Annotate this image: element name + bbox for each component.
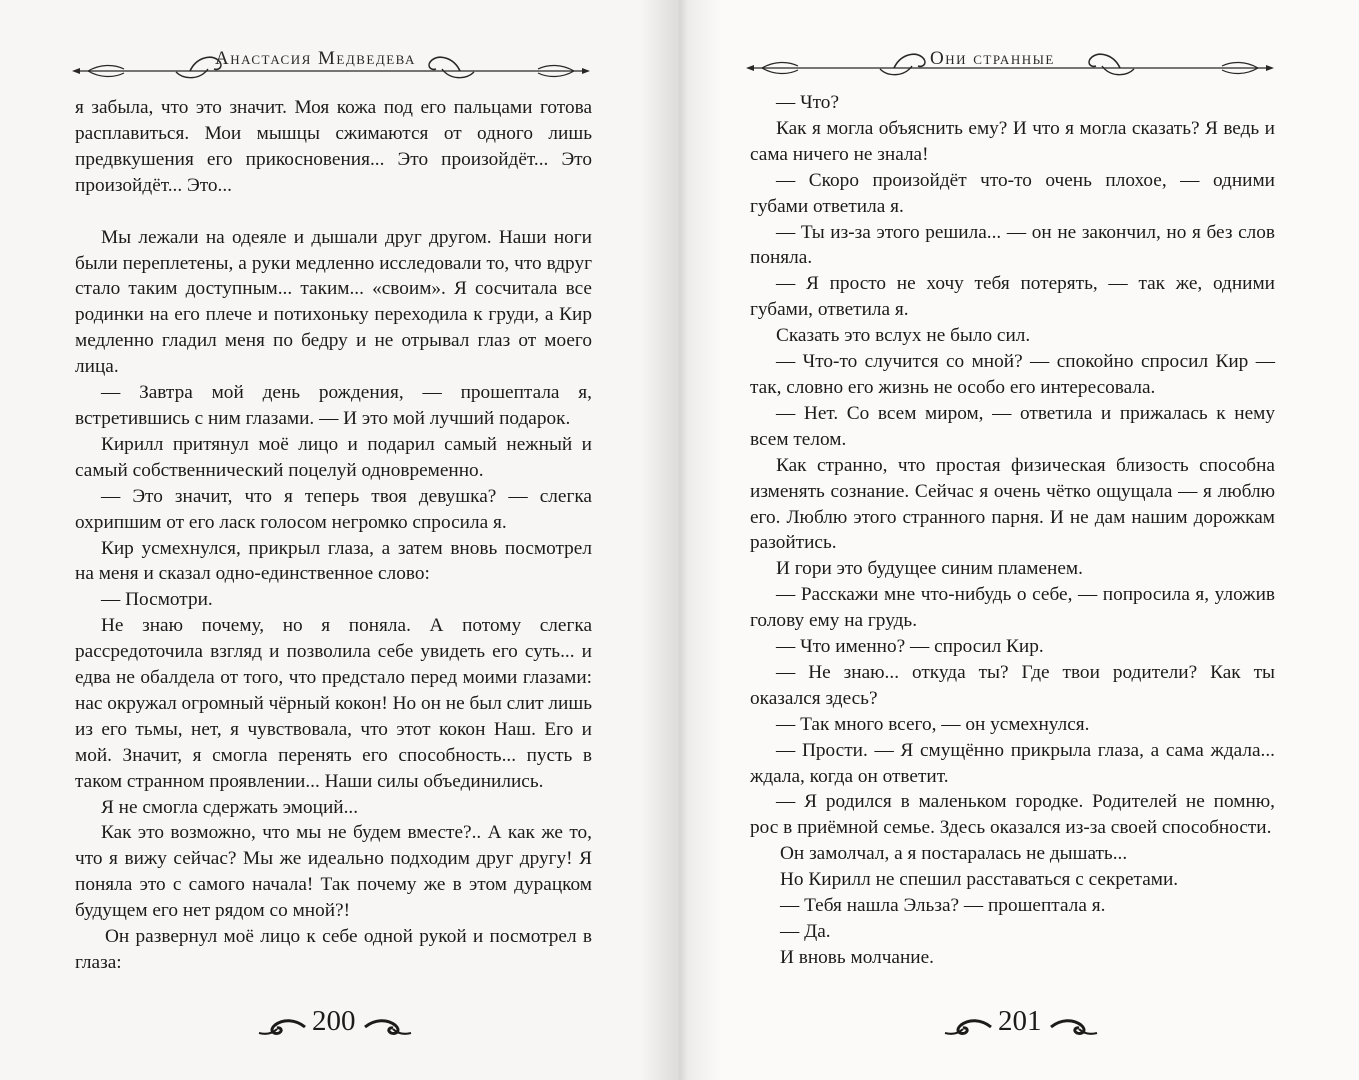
left-page-number: 200 (312, 1005, 356, 1037)
paragraph: Он замолчал, а я постаралась не дышать... (780, 843, 1128, 865)
left-header-title: Анастасия Медведева (215, 48, 416, 69)
folio-ornament-left-icon (941, 1015, 993, 1039)
paragraph: — Тебя нашла Эльза? — прошептала я. (780, 895, 1106, 917)
right-footer (941, 1005, 1101, 1045)
paragraph: — Расскажи мне что-нибудь о себе, — попросила я, уложив голову ему на грудь. (750, 584, 1275, 632)
paragraph: Как это возможно, что мы не будем вместе?.. А как же то, что я вижу сейчас? Мы же идеально подходим друг другу! Я поняла это с самого начала! Так почему же в этом дурацком будущем его нет рядом со мной?! (75, 822, 592, 922)
paragraph: — Что именно? — спросил Кир. (776, 636, 1044, 658)
right-page (676, 0, 1359, 1080)
paragraph: — Да. (780, 921, 831, 942)
paragraph: — Я просто не хочу тебя потерять, — так же, одними губами, ответила я. (750, 273, 1275, 321)
paragraph: И гори это будущее синим пламенем. (776, 558, 1083, 580)
right-body-text (750, 90, 1275, 971)
paragraph: — Скоро произойдёт что-то очень плохое, — одними губами ответила я. (750, 169, 1275, 217)
left-running-header (70, 40, 592, 90)
paragraph: — Это значит, что я теперь твоя девушка? — слегка охрипшим от его ласк голосом негромко спросила я. (75, 485, 592, 533)
paragraph: Сказать это вслух не было сил. (776, 325, 1031, 347)
right-page-number: 201 (998, 1005, 1042, 1037)
paragraph: я забыла, что это значит. Моя кожа под его пальцами готова расплавиться. Мои мышцы сжимаются от одного лишь предвкушения его прикосновения... Это произойдёт... Это произойдёт... Это... (75, 97, 592, 196)
paragraph: — Посмотри. (101, 589, 213, 611)
left-footer (255, 1005, 415, 1045)
paragraph: — Нет. Со всем миром, — ответила и прижалась к нему всем телом. (750, 402, 1275, 450)
paragraph: — Ты из-за этого решила... — он не закончил, но я без слов поняла. (750, 221, 1275, 269)
paragraph: Мы лежали на одеяле и дышали друг другом. Наши ноги были переплетены, а руки медленно исследовали то, что вдруг стало таким доступным... таким... «своим». Я сосчитала все родинки на его плече и потихоньку переходила к груди, а Кир медленно гладил меня по бедру и не отрывал глаз от моего лица. (75, 226, 592, 378)
paragraph: — Так много всего, — он усмехнулся. (776, 713, 1090, 735)
paragraph: Как странно, что простая физическая близость способна изменять сознание. Сейчас я очень чётко ощущала — я люблю его. Люблю этого странного парня. И не дам нашим дорожкам разойтись. (750, 454, 1275, 554)
paragraph: Он развернул моё лицо к себе одной рукой и посмотрел в глаза: (75, 926, 592, 973)
folio-ornament-right-icon (363, 1015, 415, 1039)
paragraph: Я не смогла сдержать эмоций... (101, 796, 359, 818)
paragraph: Кирилл притянул моё лицо и подарил самый нежный и самый собственнический поцелуй одновременно. (75, 433, 592, 481)
folio-ornament-left-icon (255, 1015, 307, 1039)
paragraph: — Что-то случится со мной? — спокойно спросил Кир — так, словно его жизнь не особо его интересовала. (750, 351, 1275, 398)
paragraph: Не знаю почему, но я поняла. А потому слегка рассредоточила взгляд и позволила себе увидеть его суть... и едва не обалдела от того, что предстало перед моими глазами: нас окружал огромный чёрный кокон! Но он не был слит лишь из его тьмы, нет, я чувствовала, что этот кокон Наш. Его и мой. Значит, я смогла перенять его способность... пусть в таком странном проявлении... Наши силы объединились. (75, 615, 592, 792)
folio-ornament-right-icon (1049, 1015, 1101, 1039)
paragraph: Кир усмехнулся, прикрыл глаза, а затем вновь посмотрел на меня и сказал одно-единственное слово: (75, 537, 592, 585)
paragraph: Но Кирилл не спешил расставаться с секретами. (780, 869, 1179, 891)
paragraph: — Не знаю... откуда ты? Где твои родители? Как ты оказался здесь? (750, 661, 1275, 709)
paragraph: — Завтра мой день рождения, — прошептала я, встретившись с ним глазами. — И это мой лучший подарок. (75, 382, 592, 429)
paragraph: Как я могла объяснить ему? И что я могла сказать? Я ведь и сама ничего не знала! (750, 117, 1275, 165)
right-header-title: Они странные (930, 48, 1055, 69)
left-page (0, 0, 676, 1080)
paragraph: И вновь молчание. (780, 946, 935, 968)
left-body-text (75, 95, 592, 976)
right-running-header (744, 40, 1276, 90)
paragraph: — Что? (776, 92, 840, 113)
paragraph: — Прости. — Я смущённо прикрыла глаза, а сама ждала... ждала, когда он ответит. (750, 739, 1275, 787)
paragraph: — Я родился в маленьком городке. Родителей не помню, рос в приёмной семье. Здесь оказался из-за своей способности. (750, 791, 1275, 839)
